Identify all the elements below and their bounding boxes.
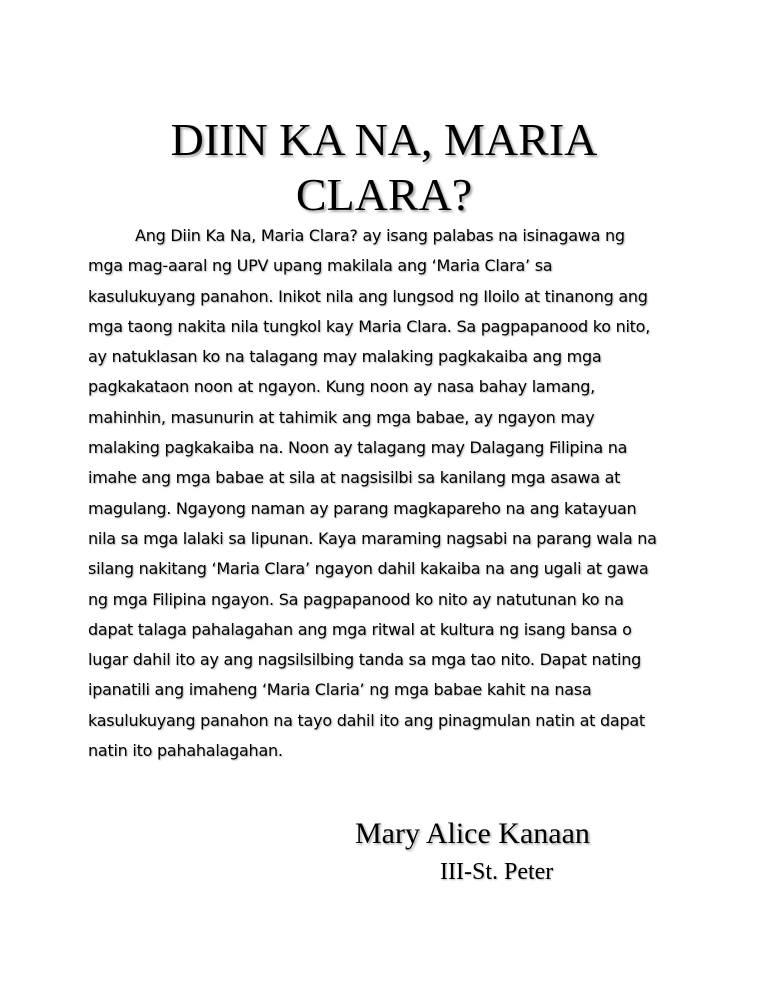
- paragraph-line: imahe ang mga babae at sila at nagsisilbi sa kanilang mga asawa at: [88, 468, 621, 488]
- paragraph-line: mahinhin, masunurin at tahimik ang mga babae, ay ngayon may: [88, 407, 595, 427]
- paragraph-line: ay natuklasan ko na talagang may malaking pagkakaiba ang mga: [88, 347, 602, 367]
- author-name: Mary Alice Kanaan: [355, 817, 590, 850]
- paragraph-line: ipanatili ang imaheng ‘Maria Claria’ ng mga babae kahit na nasa: [88, 680, 592, 700]
- title-line-1: DIIN KA NA, MARIA: [170, 114, 598, 165]
- paragraph-line: Ang Diin Ka Na, Maria Clara? ay isang palabas na isinagawa ng: [135, 226, 625, 245]
- paragraph-line: pagkakataon noon at ngayon. Kung noon ay nasa bahay lamang,: [88, 377, 595, 397]
- author-section: III-St. Peter: [440, 859, 554, 885]
- paragraph-line: silang nakitang ‘Maria Clara’ ngayon dahil kakaiba na ang ugali at gawa: [88, 559, 649, 579]
- paragraph-line: magulang. Ngayong naman ay parang magkapareho na ang katayuan: [88, 498, 637, 518]
- paragraph-line: kasulukuyang panahon. Inikot nila ang lungsod ng Iloilo at tinanong ang: [88, 286, 648, 306]
- paragraph-line: kasulukuyang panahon na tayo dahil ito ang pinagmulan natin at dapat: [88, 710, 645, 730]
- paragraph-line: malaking pagkakaiba na. Noon ay talagang may Dalagang Filipina na: [88, 438, 628, 458]
- paragraph-line: mga taong nakita nila tungkol kay Maria Clara. Sa pagpapanood ko nito,: [88, 316, 651, 336]
- paragraph-line: lugar dahil ito ay ang nagsilsilbing tanda sa mga tao nito. Dapat nating: [88, 650, 641, 670]
- paragraph-line: natin ito pahahalagahan.: [88, 741, 283, 761]
- essay-paragraph: [88, 221, 688, 766]
- title-line-2: CLARA?: [295, 169, 473, 220]
- paragraph-line: dapat talaga pahalagahan ang mga ritwal at kultura ng isang bansa o: [88, 619, 632, 639]
- document-title: [0, 112, 768, 222]
- paragraph-line: mga mag-aaral ng UPV upang makilala ang ‘Maria Clara’ sa: [88, 256, 553, 276]
- paragraph-line: nila sa mga lalaki sa lipunan. Kaya maraming nagsabi na parang wala na: [88, 528, 657, 548]
- paragraph-line: ng mga Filipina ngayon. Sa pagpapanood ko nito ay natutunan ko na: [88, 589, 624, 609]
